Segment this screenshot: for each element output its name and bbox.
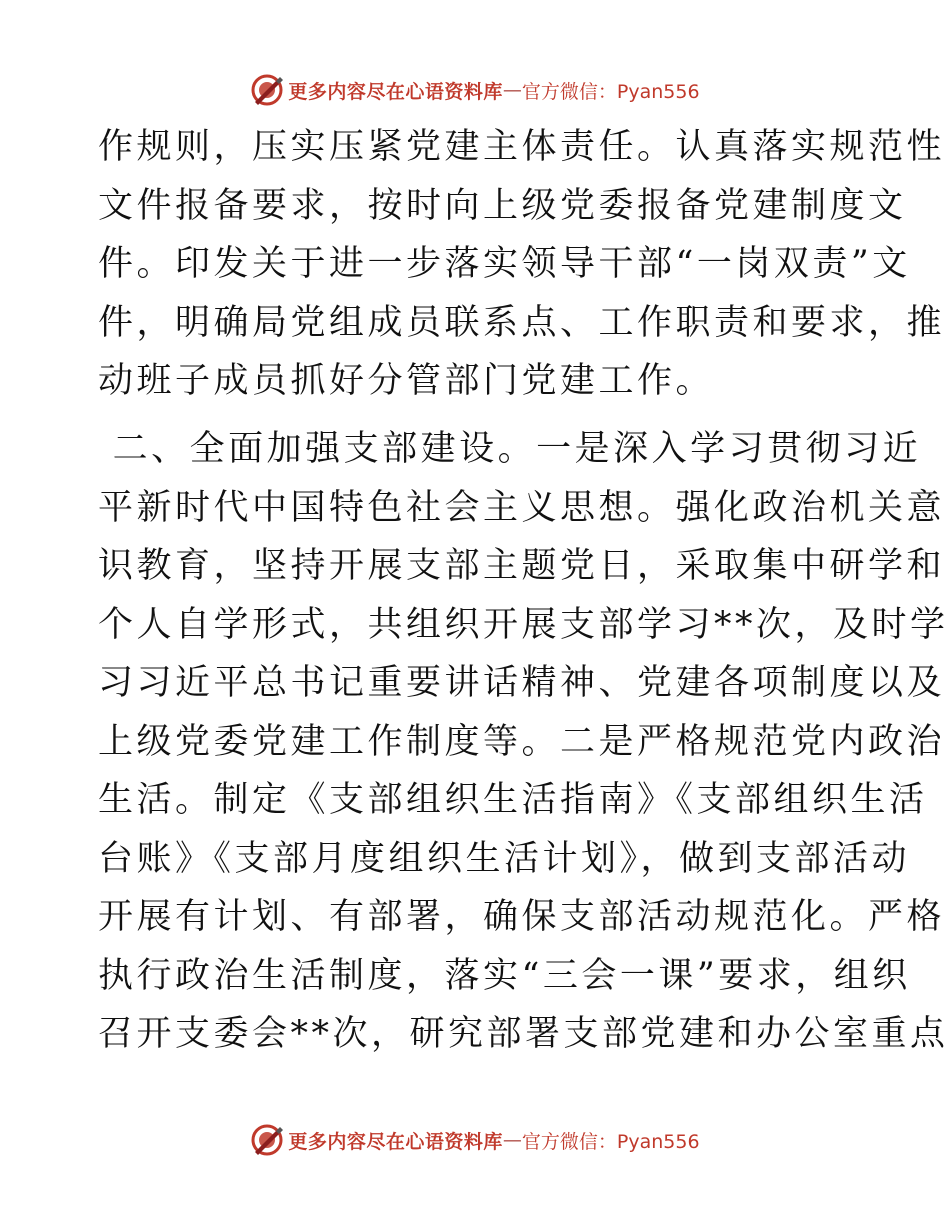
text-line: 二、全面加强支部建设。一是深入学习贯彻习近 <box>98 429 922 469</box>
text-line: 生活。制定《支部组织生活指南》《支部组织生活 <box>98 780 928 820</box>
text-line: 件，明确局党组成员联系点、工作职责和要求，推 <box>98 302 946 343</box>
pen-logo-icon <box>250 73 284 107</box>
text-line: 执行政治生活制度，落实“三会一课”要求，组织 <box>98 955 911 996</box>
text-line: 动班子成员抓好分管部门党建工作。 <box>98 361 715 401</box>
header-banner-text: 更多内容尽在心语资料库 <box>288 80 503 103</box>
paragraph-2 <box>98 420 949 1064</box>
text-line: 平新时代中国特色社会主义思想。强化政治机关意 <box>98 487 946 528</box>
text-line: 文件报备要求，按时向上级党委报备党建制度文 <box>98 185 907 226</box>
footer-banner-text: 更多内容尽在心语资料库 <box>288 1130 503 1153</box>
text-line: 召开支委会**次，研究部署支部党建和办公室重点 <box>98 1014 949 1054</box>
text-line: 识教育，坚持开展支部主题党日，采取集中研学和 <box>98 546 946 586</box>
text-line: 件。印发关于进一步落实领导干部“一岗双责”文 <box>98 244 911 284</box>
footer-separator: — <box>502 1129 522 1151</box>
header-contact: 官方微信：Pyan556 <box>521 80 700 103</box>
text-line: 个人自学形式，共组织开展支部学习**次，及时学 <box>98 604 949 645</box>
footer-contact: 官方微信：Pyan556 <box>521 1130 700 1153</box>
paragraph-1 <box>98 118 946 411</box>
text-line: 开展有计划、有部署，确保支部活动规范化。严格 <box>98 897 946 937</box>
pen-logo-icon <box>250 1123 284 1157</box>
header-banner <box>0 70 950 110</box>
text-line: 作规则，压实压紧党建主体责任。认真落实规范性 <box>98 127 946 167</box>
header-separator: — <box>502 79 522 101</box>
text-line: 习习近平总书记重要讲话精神、党建各项制度以及 <box>98 663 946 703</box>
footer-banner <box>0 1120 950 1160</box>
text-line: 台账》《支部月度组织生活计划》，做到支部活动 <box>98 838 911 879</box>
text-line: 上级党委党建工作制度等。二是严格规范党内政治 <box>98 721 946 762</box>
